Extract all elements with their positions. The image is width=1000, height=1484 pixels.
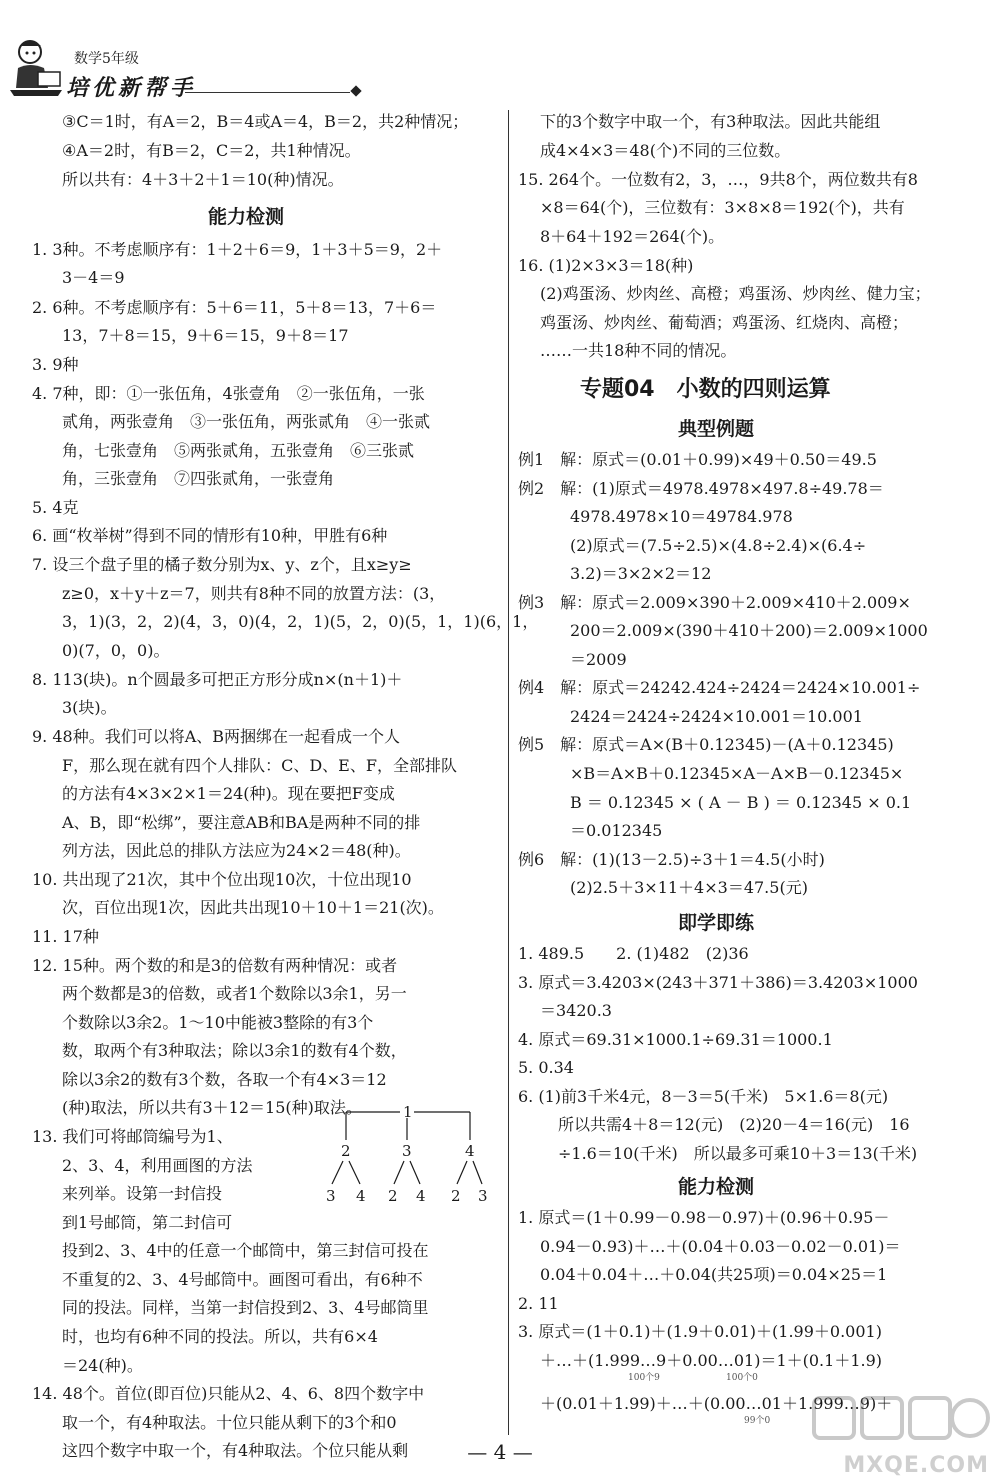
practice-1-2: 1. 489.5 2. (1)482 (2)36	[518, 944, 749, 963]
answer-line: 所以共需4＋8＝12(元) (2)20－4＝16(元) 16	[558, 1115, 910, 1134]
answer-q11: 11. 17种	[32, 927, 99, 946]
answer-line: 13，7＋8＝15，9＋6＝15，9＋8＝17	[62, 326, 349, 345]
header-rule	[185, 92, 350, 93]
answer-line: 到1号邮筒，第二封信可	[62, 1213, 233, 1232]
answer-q10: 10. 共出现了21次，其中个位出现10次，十位出现10	[32, 870, 412, 889]
answer-line: 次，百位出现1次，因此共出现10＋10＋1＝21(次)。	[62, 898, 444, 917]
answer-line: 来列举。设第一封信投	[62, 1184, 223, 1203]
answer-line: 这四个数字中取一个，有4种取法。个位只能从剩	[62, 1441, 409, 1460]
check-3: 3. 原式＝(1＋0.1)＋(1.9＋0.01)＋(1.99＋0.001)	[518, 1322, 882, 1341]
answer-line: 数，取两个有3种取法；除以3余1的数有4个数，	[62, 1041, 407, 1060]
answer-line: F，那么现在就有四个人排队：C、D、E、F，全部排队	[62, 756, 457, 775]
underbrace-note: 100个0	[726, 1373, 758, 1383]
tree-node-mid: 4	[465, 1142, 475, 1160]
answer-line: 3.2)＝3×2×2＝12	[570, 564, 712, 583]
answer-q12: 12. 15种。两个数的和是3的倍数有两种情况：或者	[32, 956, 398, 975]
underbrace-note: 100个9	[628, 1373, 660, 1383]
example-6: 例6 解：(1)(13－2.5)÷3＋1＝4.5(小时)	[518, 850, 825, 869]
answer-line: 时，也均有6种不同的投法。所以，共有6×4	[62, 1327, 378, 1346]
example-2: 例2 解：(1)原式＝4978.4978×497.8÷49.78＝	[518, 479, 884, 498]
header-title: 培优新帮手	[66, 75, 197, 101]
section-heading: 典型例题	[678, 418, 755, 440]
tree-node-root: 1	[403, 1104, 413, 1121]
example-4: 例4 解：原式＝24242.424÷2424＝2424×10.001÷	[518, 678, 921, 697]
answer-line: 0)(7，0，0)。	[62, 641, 170, 660]
answer-line: 下的3个数字中取一个，有3种取法。因此共能组	[540, 112, 881, 131]
answer-q13: 13. 我们可将邮筒编号为1、	[32, 1127, 233, 1146]
answer-line: 个数除以3余2。1～10中能被3整除的有3个	[62, 1013, 374, 1032]
answer-line: 200＝2.009×(390＋410＋200)＝2.009×1000	[570, 621, 928, 640]
tree-node-leaf: 2	[451, 1187, 461, 1205]
tree-node-leaf: 3	[478, 1187, 488, 1205]
answer-line: 角，三张壹角 ⑦四张贰角，一张壹角	[62, 469, 335, 488]
answer-line: 3(块)。	[62, 698, 117, 717]
answer-line: 同的投法。同样，当第一封信投到2、3、4号邮筒里	[62, 1298, 429, 1317]
cartoon-student-icon	[8, 38, 64, 98]
answer-q8: 8. 113(块)。n个圆最多可把正方形分成n×(n＋1)＋	[32, 670, 403, 689]
answer-line: 2424＝2424÷2424×10.001＝10.001	[570, 707, 863, 726]
tree-line	[473, 1161, 482, 1184]
answer-q3: 3. 9种	[32, 355, 79, 374]
section-heading: 能力检测	[208, 206, 285, 228]
tree-line	[394, 1161, 404, 1184]
answer-line: (种)取法，所以共有3＋12＝15(种)取法。	[62, 1098, 362, 1117]
page-header	[0, 0, 1000, 100]
watermark-logo-icon	[810, 1392, 995, 1452]
answer-line: z≥0，x＋y＋z＝7，则共有8种不同的放置方法：(3，	[62, 584, 446, 603]
diamond-icon	[350, 85, 361, 96]
answer-line: ③C＝1时，有A＝2，B＝4或A＝4，B＝2，共2种情况；	[62, 112, 469, 131]
answer-line: 3，1)(3，2，2)(4，3，0)(4，2，1)(5，2，0)(5，1，1)(6，1，	[62, 612, 539, 631]
answer-line: (2)原式＝(7.5÷2.5)×(4.8÷2.4)×(6.4÷	[570, 536, 867, 555]
answer-line: B ＝ 0.12345 × ( A － B ) ＝ 0.12345 × 0.1	[570, 793, 912, 812]
answer-line: 4978.4978×10＝49784.978	[570, 507, 793, 526]
answer-line: 列方法，因此总的排队方法应为24×2＝48(种)。	[62, 841, 411, 860]
answer-q4: 4. 7种，即：①一张伍角，4张壹角 ②一张伍角，一张	[32, 384, 425, 403]
answer-line: ＋(0.01＋1.99)＋…＋(0.00…01＋1.999…9)＋	[540, 1394, 893, 1413]
answer-line: ＝3420.3	[540, 1001, 612, 1020]
answer-line: 3－4＝9	[62, 268, 125, 287]
answer-line: 的方法有4×3×2×1＝24(种)。现在要把F变成	[62, 784, 395, 803]
tree-line	[410, 1161, 420, 1184]
answer-q16: 16. (1)2×3×3＝18(种)	[518, 256, 694, 275]
column-divider	[508, 110, 509, 1435]
answer-line: 除以3余2的数有3个数，各取一个有4×3＝12	[62, 1070, 387, 1089]
practice-3: 3. 原式＝3.4203×(243＋371＋386)＝3.4203×1000	[518, 973, 918, 992]
answer-q14: 14. 48个。首位(即百位)只能从2、4、6、8四个数字中	[32, 1384, 425, 1403]
answer-line: 取一个，有4种取法。十位只能从剩下的3个和0	[62, 1413, 397, 1432]
tree-node-mid: 2	[341, 1142, 351, 1160]
tree-line	[457, 1161, 467, 1184]
answer-line: ＝24(种)。	[62, 1356, 143, 1375]
tree-line	[332, 1161, 343, 1184]
answer-q9: 9. 48种。我们可以将A、B两捆绑在一起看成一个人	[32, 727, 401, 746]
example-5: 例5 解：原式＝A×(B＋0.12345)－(A＋0.12345)	[518, 735, 894, 754]
example-1: 例1 解：原式＝(0.01＋0.99)×49＋0.50＝49.5	[518, 450, 877, 469]
answer-line: 2、3、4，利用画图的方法	[62, 1156, 253, 1175]
answer-line: (2)2.5＋3×11＋4×3＝47.5(元)	[570, 878, 808, 897]
answer-line: ÷1.6＝10(千米) 所以最多可乘10＋3＝13(千米)	[558, 1144, 918, 1163]
tree-node-leaf: 4	[416, 1187, 426, 1205]
section-heading: 能力检测	[678, 1176, 755, 1198]
answer-line: 投到2、3、4中的任意一个邮筒中，第三封信可投在	[62, 1241, 429, 1260]
check-2: 2. 11	[518, 1294, 559, 1313]
answer-line: 0.94－0.93)＋…＋(0.04＋0.03－0.02－0.01)＝	[540, 1237, 901, 1256]
answer-line: A、B，即“松绑”，要注意AB和BA是两种不同的排	[62, 813, 421, 832]
answer-line: 不重复的2、3、4号邮筒中。画图可看出，有6种不	[62, 1270, 423, 1289]
tree-node-leaf: 4	[356, 1187, 366, 1205]
answer-line: 成4×4×3＝48(个)不同的三位数。	[540, 141, 791, 160]
header-subtitle: 数学5年级	[74, 51, 139, 67]
answer-line: 两个数都是3的倍数，或者1个数除以3余1，另一	[62, 984, 407, 1003]
watermark-text: MXQE.COM	[843, 1453, 989, 1478]
answer-line: ＝0.012345	[570, 821, 663, 840]
answer-line: 角，七张壹角 ⑤两张贰角，五张壹角 ⑥三张贰	[62, 441, 415, 460]
answer-line: ④A＝2时，有B＝2，C＝2，共1种情况。	[62, 141, 361, 160]
answer-q5: 5. 4克	[32, 498, 79, 517]
practice-5: 5. 0.34	[518, 1058, 574, 1077]
practice-4: 4. 原式＝69.31×1000.1÷69.31＝1000.1	[518, 1030, 833, 1049]
answer-line: 所以共有：4＋3＋2＋1＝10(种)情况。	[62, 170, 344, 189]
page-number: — 4 —	[467, 1440, 533, 1464]
answer-q2: 2. 6种。不考虑顺序有：5＋6＝11，5＋8＝13，7＋6＝	[32, 298, 437, 317]
answer-line: ×B＝A×B＋0.12345×A－A×B－0.12345×	[570, 764, 904, 783]
answer-line: ×8＝64(个)，三位数有：3×8×8＝192(个)，共有	[540, 198, 905, 217]
section-heading: 即学即练	[678, 912, 755, 934]
answer-q15: 15. 264个。一位数有2，3，…，9共8个，两位数共有8	[518, 170, 918, 189]
topic-title: 专题04 小数的四则运算	[580, 377, 831, 402]
answer-q7: 7. 设三个盘子里的橘子数分别为x、y、z个，且x≥y≥	[32, 555, 412, 574]
example-3: 例3 解：原式＝2.009×390＋2.009×410＋2.009×	[518, 593, 911, 612]
answer-line: 鸡蛋汤、炒肉丝、葡萄酒；鸡蛋汤、红烧肉、高橙；	[540, 313, 909, 332]
answer-line: 8＋64＋192＝264(个)。	[540, 227, 725, 246]
answer-line: ＋…＋(1.999…9＋0.00…01)＝1＋(0.1＋1.9)	[540, 1351, 883, 1370]
practice-6: 6. (1)前3千米4元，8－3＝5(千米) 5×1.6＝8(元)	[518, 1087, 889, 1106]
answer-line: ……一共18种不同的情况。	[540, 341, 737, 360]
answer-q6: 6. 画“枚举树”得到不同的情形有10种，甲胜有6种	[32, 526, 388, 545]
answer-line: (2)鸡蛋汤、炒肉丝、高橙；鸡蛋汤、炒肉丝、健力宝；	[540, 284, 931, 303]
tree-node-leaf: 2	[388, 1187, 398, 1205]
answer-line: 贰角，两张壹角 ③一张伍角，两张贰角 ④一张贰	[62, 412, 431, 431]
mailbox-tree-diagram	[312, 1104, 494, 1210]
tree-line	[349, 1161, 360, 1184]
check-1: 1. 原式＝(1＋0.99－0.98－0.97)＋(0.96＋0.95－	[518, 1208, 890, 1227]
answer-line: ＝2009	[570, 650, 627, 669]
answer-q1: 1. 3种。不考虑顺序有：1＋2＋6＝9，1＋3＋5＝9，2＋	[32, 240, 443, 259]
watermark	[810, 1392, 995, 1482]
tree-node-leaf: 3	[326, 1187, 336, 1205]
answer-line: 0.04＋0.04＋…＋0.04(共25项)＝0.04×25＝1	[540, 1265, 888, 1284]
tree-node-mid: 3	[402, 1142, 412, 1160]
underbrace-note: 99个0	[744, 1416, 771, 1426]
